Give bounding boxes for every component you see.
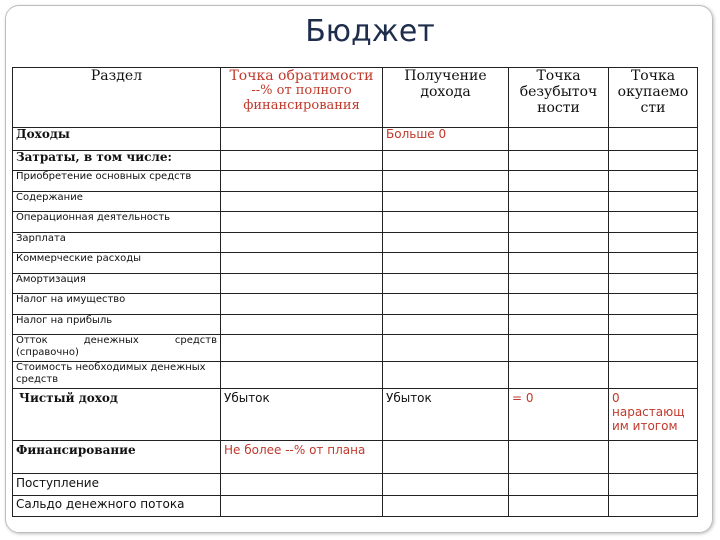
row-receipts-label: Поступление <box>13 474 221 496</box>
row-cash-outflow <box>13 335 698 362</box>
row-cash-balance-label: Сальдо денежного потока <box>13 496 221 517</box>
row-operations-label: Операционная деятельность <box>13 212 221 233</box>
row-required-cash-label: Стоимость необходимых денежных средств <box>13 362 221 389</box>
row-property-tax-label: Налог на имущество <box>13 294 221 315</box>
row-financing-label: Финансирование <box>13 441 221 474</box>
row-salary <box>13 233 698 253</box>
row-property-tax <box>13 294 698 315</box>
row-financing-reversibility: Не более --% от плана <box>221 441 383 474</box>
header-reversibility-title: Точка обратимости <box>229 68 374 84</box>
budget-table <box>12 67 698 517</box>
row-income-breakeven <box>509 128 609 151</box>
row-costs-label: Затраты, в том числе: <box>13 151 221 171</box>
header-payback-point: Точка окупаемо сти <box>609 68 698 128</box>
row-income <box>13 128 698 151</box>
row-required-cash <box>13 362 698 389</box>
row-depreciation <box>13 274 698 294</box>
row-commercial <box>13 253 698 274</box>
header-section: Раздел <box>13 68 221 128</box>
row-net-income-reversibility: Убыток <box>221 389 383 441</box>
row-cash-outflow-label: Отток денежных средств <box>16 335 217 346</box>
row-cash-balance <box>13 496 698 517</box>
row-maintenance-label: Содержание <box>13 192 221 212</box>
row-cash-outflow-cell <box>13 335 221 362</box>
row-net-income-income-point: Убыток <box>383 389 509 441</box>
row-net-income <box>13 389 698 441</box>
row-net-income-label: Чистый доход <box>13 389 221 441</box>
row-depreciation-label: Амортизация <box>13 274 221 294</box>
row-income-payback <box>609 128 698 151</box>
slide-title: Бюджет <box>305 14 435 49</box>
row-income-reversibility <box>221 128 383 151</box>
row-costs <box>13 151 698 171</box>
header-breakeven-point: Точка безубыточ ности <box>509 68 609 128</box>
row-income-income-point: Больше 0 <box>383 128 509 151</box>
header-income-point: Получение дохода <box>383 68 509 128</box>
row-fixed-assets-label: Приобретение основных средств <box>13 171 221 192</box>
row-profit-tax <box>13 315 698 335</box>
row-profit-tax-label: Налог на прибыль <box>13 315 221 335</box>
row-income-label: Доходы <box>13 128 221 151</box>
row-fixed-assets <box>13 171 698 192</box>
header-reversibility-point <box>221 68 383 128</box>
row-operations <box>13 212 698 233</box>
row-maintenance <box>13 192 698 212</box>
header-row <box>13 68 698 128</box>
header-reversibility-note: --% от полного финансирования <box>243 83 360 114</box>
row-receipts <box>13 474 698 496</box>
row-cash-outflow-note: (справочно) <box>16 346 79 358</box>
row-financing <box>13 441 698 474</box>
row-commercial-label: Коммерческие расходы <box>13 253 221 274</box>
row-net-income-payback: 0 нарастающ им итогом <box>609 389 698 441</box>
row-net-income-breakeven: = 0 <box>509 389 609 441</box>
row-salary-label: Зарплата <box>13 233 221 253</box>
